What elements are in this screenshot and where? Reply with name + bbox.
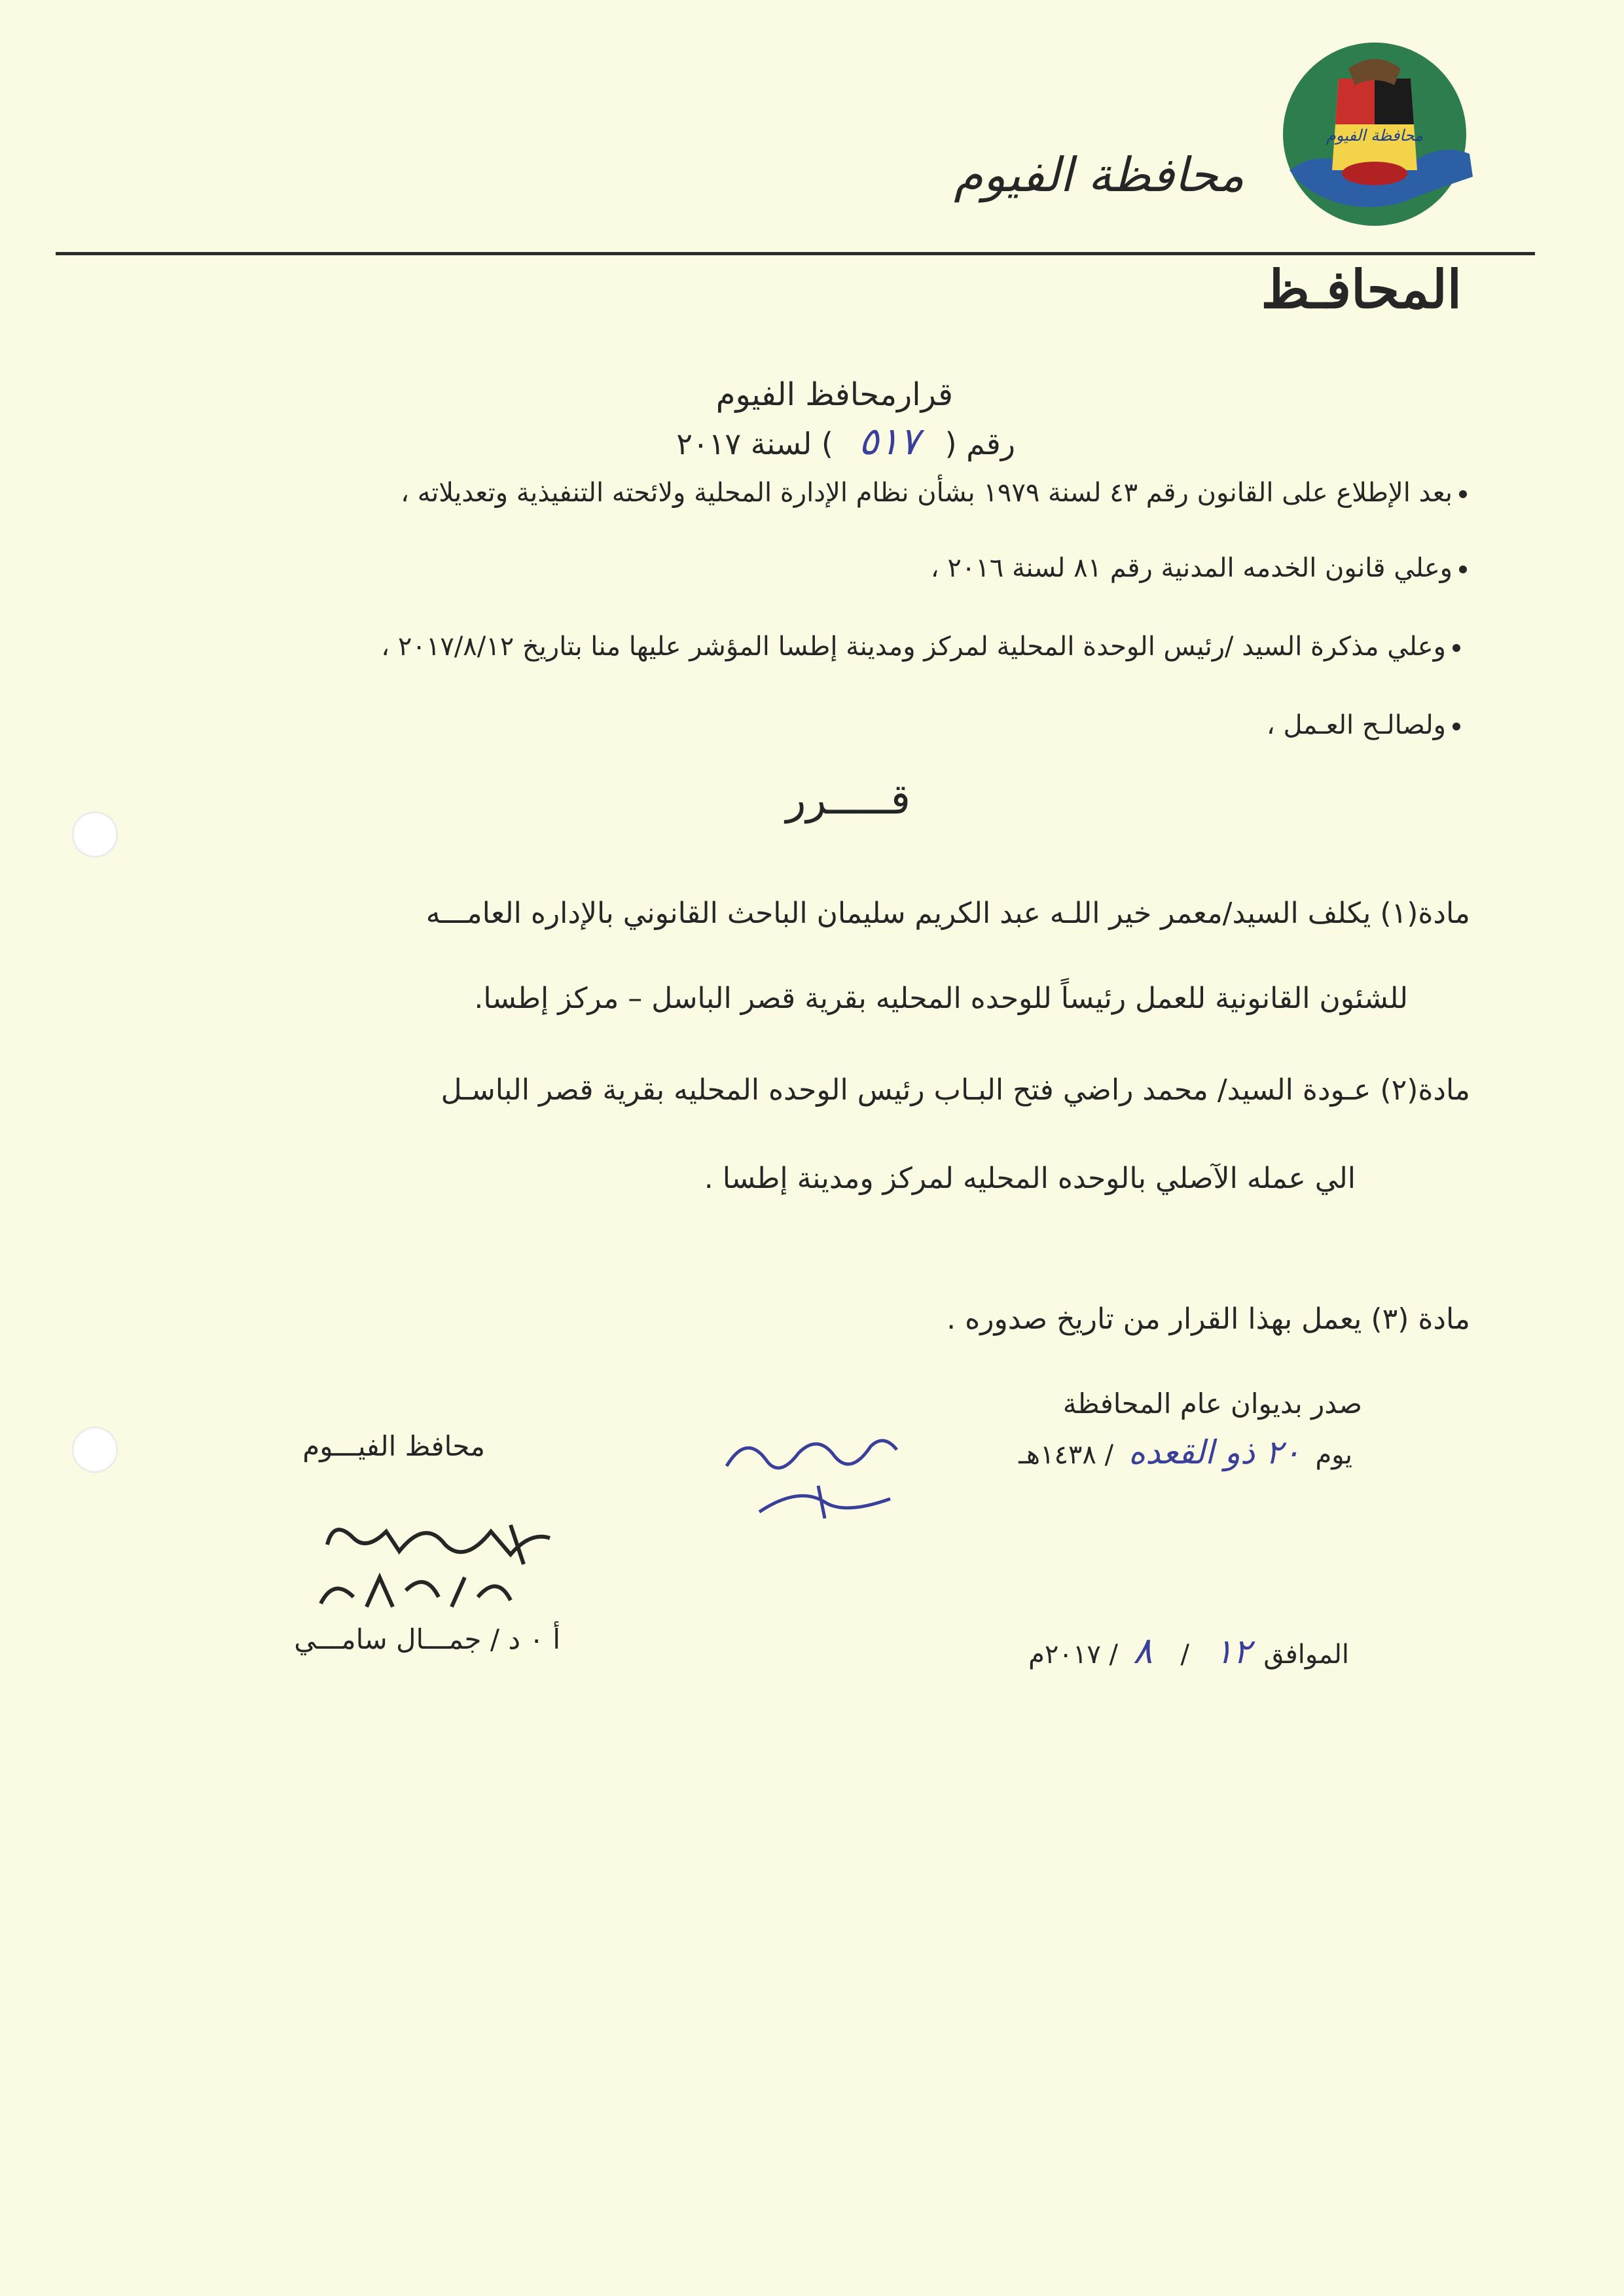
governorate-name: محافظة الفيوم (954, 147, 1244, 202)
preamble-item: وعلي قانون الخدمه المدنية رقم ٨١ لسنة ٢٠١٦ ، (931, 553, 1467, 583)
emblem-text: محافظة الفيوم (1326, 126, 1423, 145)
issued-at: صدر بديوان عام المحافظة (1062, 1388, 1362, 1420)
gregorian-suffix: / ٢٠١٧م (1028, 1640, 1119, 1670)
punch-hole (72, 812, 118, 857)
gregorian-prefix: الموافق (1263, 1640, 1349, 1670)
punch-hole (72, 1427, 118, 1473)
gregorian-sep: / (1180, 1640, 1190, 1670)
reviewer-signature (720, 1420, 903, 1538)
governor-signature (314, 1492, 563, 1630)
article-2-line-2: الي عمله الآصلي بالوحده المحليه لمركز ومدينة إطسا . (704, 1162, 1356, 1195)
hijri-handwritten: ٢٠ ذو القعده (1128, 1433, 1301, 1471)
gregorian-day: ١٢ (1214, 1632, 1252, 1672)
preamble-item: ولصالـح العـمل ، (1267, 710, 1460, 740)
bullet-icon (1459, 565, 1467, 573)
signatory-title: محافظ الفيـــوم (302, 1430, 485, 1462)
bullet-icon (1453, 644, 1460, 652)
bullet-icon (1453, 723, 1460, 730)
article-1-line-1: مادة(١) يكلف السيد/معمر خير اللـه عبد الكريم سليمان الباحث القانوني بالإداره العامـــه (425, 897, 1470, 930)
gregorian-date (1028, 1630, 1349, 1672)
article-1-line-2: للشئون القانونية للعمل رئيساً للوحده المحليه بقرية قصر الباسل – مركز إطسا. (474, 982, 1408, 1015)
article-2-line-1: مادة(٢) عـودة السيد/ محمد راضي فتح البـاب رئيس الوحده المحليه بقرية قصر الباسـل (441, 1073, 1470, 1107)
governorate-emblem (1276, 39, 1473, 229)
preamble-item: وعلي مذكرة السيد /رئيس الوحدة المحلية لمركز ومدينة إطسا المؤشر عليها منا بتاريخ ٢٠١٧/٨/١٢ ، (381, 632, 1460, 662)
preamble-item: بعد الإطلاع على القانون رقم ٤٣ لسنة ١٩٧٩ بشأن نظام الإدارة المحلية ولائحته التنفيذية وتعديلاته ، (401, 478, 1467, 508)
decree-number-handwritten: ٥١٧ (858, 419, 920, 463)
office-title: المحافـظ (1261, 259, 1462, 320)
signatory-name: أ ٠ د / جمـــال سامـــي (294, 1623, 560, 1655)
decree-number-suffix: ) لسنة ٢٠١٧ (676, 426, 833, 461)
decree-number-prefix: رقم ( (945, 426, 1015, 461)
article-3: مادة (٣) يعمل بهذا القرار من تاريخ صدوره . (947, 1302, 1470, 1336)
hijri-date (1019, 1433, 1352, 1471)
decree-number (676, 419, 1015, 463)
decree-title: قرارمحافظ الفيوم (715, 376, 953, 413)
hijri-prefix: يوم (1315, 1440, 1352, 1470)
decided-heading: قـــــرر (785, 776, 911, 824)
hijri-suffix: / ١٤٣٨هـ (1019, 1440, 1114, 1470)
header-divider (56, 252, 1535, 255)
bullet-icon (1459, 490, 1467, 498)
gregorian-month: ٨ (1132, 1630, 1153, 1672)
